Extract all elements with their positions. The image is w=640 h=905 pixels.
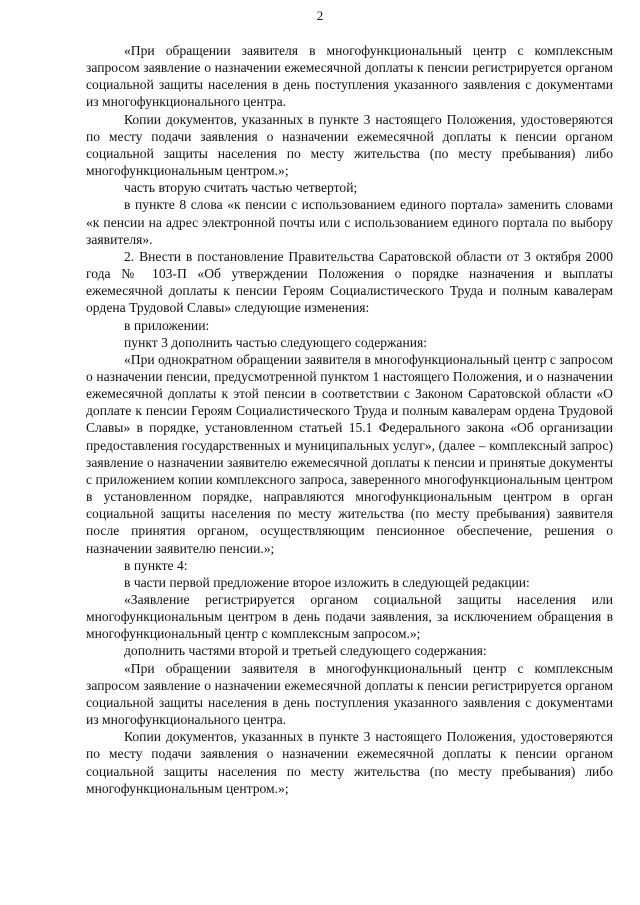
paragraph-10: в части первой предложение второе изложить в следующей редакции:: [124, 574, 530, 590]
paragraph-5: 2. Внести в постановление Правительства Саратовской области от 3 октября 2000 года № 103-П «Об утверждении Положения о порядке назначения и выплаты ежемесячной доплаты к пенсии Героям Социалистического Труда и полным кавалерам ордена Трудовой Славы» следующие изменения:: [86, 248, 613, 316]
paragraph-11: «Заявление регистрируется органом социальной защиты населения или многофункциональным центром в день подачи заявления, за исключением обращения в многофункциональный центр с комплексным запросом.»;: [86, 592, 613, 642]
paragraph-3: часть вторую считать частью четвертой;: [124, 180, 358, 196]
paragraph-2: Копии документов, указанных в пункте 3 настоящего Положения, удостоверяются по месту подачи заявления о назначении ежемесячной доплаты к пенсии органом социальной защиты населения по месту жительства (по месту пребывания) либо многофункциональным центром.»;: [86, 111, 613, 179]
paragraph-9: в пункте 4:: [124, 557, 188, 573]
paragraph-13: «При обращении заявителя в многофункциональный центр с комплексным запросом заявление о назначении ежемесячной доплаты к пенсии регистрируется органом социальной защиты населения в день поступления указанного заявления с документами из многофункционального центра.: [86, 660, 613, 728]
paragraph-7: пункт 3 дополнить частью следующего содержания:: [124, 334, 428, 350]
page-number: 2: [316, 8, 324, 23]
paragraph-1: «При обращении заявителя в многофункциональный центр с комплексным запросом заявление о назначении ежемесячной доплаты к пенсии регистрируется органом социальной защиты населения в день поступления указанного заявления с документами из многофункционального центра.: [86, 43, 613, 110]
document-body: [86, 42, 613, 797]
paragraph-12: дополнить частями второй и третьей следующего содержания:: [124, 643, 487, 659]
paragraph-8: «При однократном обращении заявителя в многофункциональный центр с запросом о назначении пенсии, предусмотренной пунктом 1 настоящего Положения, и о назначении ежемесячной доплаты к этой пенсии в соответствии с Законом Саратовской области «О доплате к пенсии Героям Социалистического Труда и полным кавалерам ордена Трудовой Славы» в порядке, установленном статьей 15.1 Федерального закона «Об организации предоставления государственных и муниципальных услуг», (далее – комплексный запрос) заявление о назначении заявителю ежемесячной доплаты к пенсии и принятые документы с приложением копии комплексного запроса, заверенного многофункциональным центром в установленном порядке, направляются многофункциональным центром в орган социальной защиты населения по месту жительства (по месту пребывания) заявителя после принятия органом, осуществляющим пенсионное обеспечение, решения о назначении заявителю пенсии.»;: [86, 351, 613, 556]
paragraph-4: в пункте 8 слова «к пенсии с использованием единого портала» заменить словами «к пенсии на адрес электронной почты или с использованием единого портала по выбору заявителя».: [86, 197, 613, 247]
paragraph-6: в приложении:: [124, 317, 210, 333]
paragraph-14: Копии документов, указанных в пункте 3 настоящего Положения, удостоверяются по месту подачи заявления о назначении ежемесячной доплаты к пенсии органом социальной защиты населения по месту жительства (по месту пребывания) либо многофункциональным центром.»;: [86, 729, 613, 796]
